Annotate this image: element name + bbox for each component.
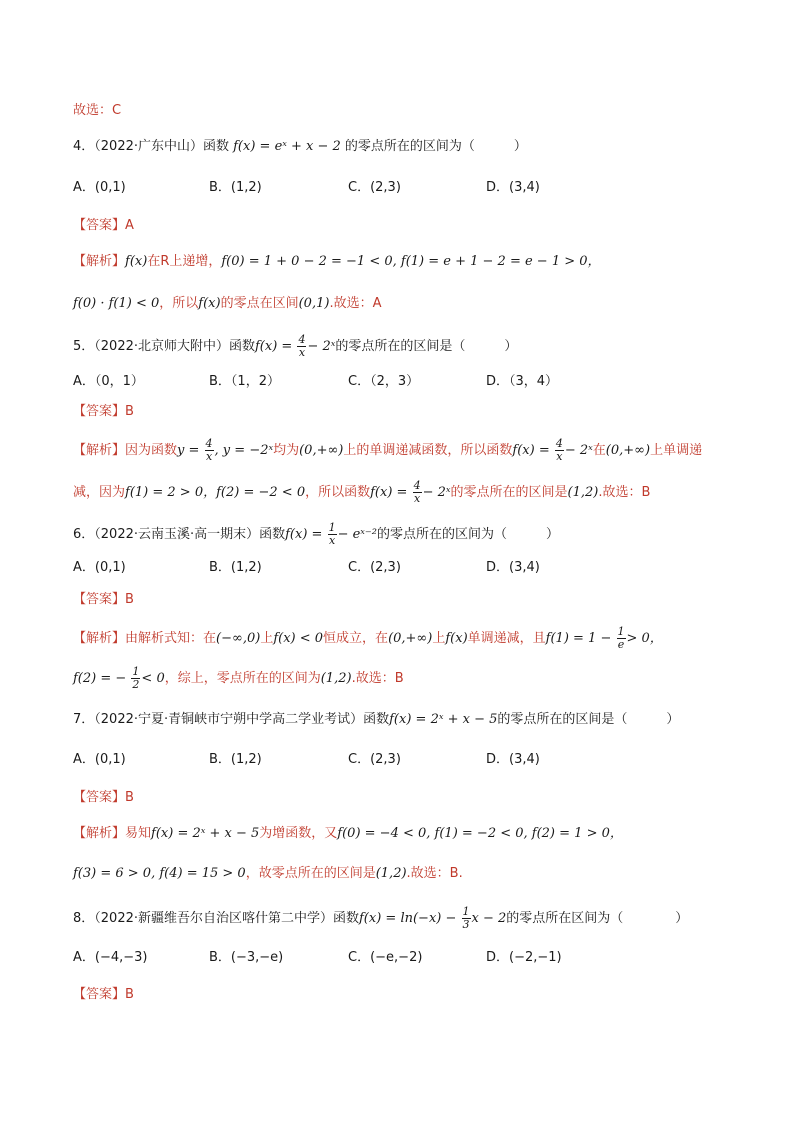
- question-6-stem: 6．（2022·云南玉溪·高一期末）函数f(x) = $\frac{1}{x}$ − eˣ⁻²的零点所在的区间为（ ）: [73, 521, 559, 547]
- fraction: $\frac{4}{x}$: [555, 437, 563, 463]
- question-4-explanation-line1: 【解析】f(x)在R上递增，f(0) = 1 + 0 − 2 = −1 < 0, f(1) = e + 1 − 2 = e − 1 > 0，: [73, 254, 601, 269]
- fraction: $\frac{4}{x}$: [205, 437, 213, 463]
- question-8-stem: 8．（2022·新疆维吾尔自治区喀什第二中学）函数f(x) = ln(−x) − $\frac{1}{3}$ x − 2的零点所在区间为（ ）: [73, 905, 689, 931]
- question-6-answer: 【答案】B: [73, 592, 134, 607]
- fraction: $\frac{1}{2}$: [132, 665, 140, 691]
- option-a[interactable]: A．(0,1): [73, 752, 126, 767]
- fraction: $\frac{4}{x}$: [413, 479, 421, 505]
- question-5-explanation-line1: 【解析】因为函数y = $\frac{4}{x}$ , y = −2ˣ均为(0,+∞)上的单调递减函数，所以函数f(x) = $\frac{4}{x}$ − 2ˣ在(0,+∞)上单调递: [73, 437, 703, 463]
- question-7-explanation-line2: f(3) = 6 > 0, f(4) = 15 > 0，故零点所在的区间是(1,2).故选：B.: [73, 866, 463, 881]
- question-4-explanation-line2: f(0) · f(1) < 0，所以f(x)的零点在区间(0,1).故选：A: [73, 296, 382, 311]
- question-7-answer: 【答案】B: [73, 790, 134, 805]
- option-b[interactable]: B．(1,2): [209, 560, 262, 575]
- option-d[interactable]: D．(−2,−1): [486, 950, 562, 965]
- question-6-explanation-line2: f(2) = − $\frac{1}{2}$ < 0，综上，零点所在的区间为(1,2).故选：B: [73, 665, 404, 691]
- option-a[interactable]: A．(−4,−3): [73, 950, 148, 965]
- option-d[interactable]: D．（3，4）: [486, 374, 559, 389]
- question-7-explanation-line1: 【解析】易知f(x) = 2ˣ + x − 5为增函数，又f(0) = −4 < 0, f(1) = −2 < 0, f(2) = 1 > 0，: [73, 826, 623, 841]
- question-4-stem: 4．（2022·广东中山）函数 f(x) = eˣ + x − 2 的零点所在的区间为（ ）: [73, 139, 527, 154]
- option-a[interactable]: A．(0,1): [73, 180, 126, 195]
- option-c[interactable]: C．(2,3): [348, 180, 401, 195]
- option-d[interactable]: D．(3,4): [486, 180, 540, 195]
- option-b[interactable]: B．(1,2): [209, 180, 262, 195]
- option-c[interactable]: C．(−e,−2): [348, 950, 423, 965]
- answer-conclusion: 故选：C: [73, 103, 122, 118]
- fraction: $\frac{1}{e}$: [617, 625, 625, 651]
- option-a[interactable]: A．(0,1): [73, 560, 126, 575]
- option-c[interactable]: C．(2,3): [348, 560, 401, 575]
- fraction: $\frac{1}{3}$: [462, 905, 470, 931]
- question-5-stem: 5．（2022·北京师大附中）函数f(x) = $\frac{4}{x}$ − 2ˣ的零点所在的区间是（ ）: [73, 333, 518, 359]
- option-b[interactable]: B．(−3,−e): [209, 950, 284, 965]
- question-5-answer: 【答案】B: [73, 404, 134, 419]
- question-4-answer: 【答案】A: [73, 218, 134, 233]
- fraction: $\frac{1}{x}$: [328, 521, 336, 547]
- option-b[interactable]: B．(1,2): [209, 752, 262, 767]
- option-a[interactable]: A．（0，1）: [73, 374, 144, 389]
- fraction: $\frac{4}{x}$: [298, 333, 306, 359]
- option-c[interactable]: C．（2，3）: [348, 374, 420, 389]
- option-d[interactable]: D．(3,4): [486, 752, 540, 767]
- option-c[interactable]: C．(2,3): [348, 752, 401, 767]
- question-6-explanation-line1: 【解析】由解析式知：在(−∞,0)上f(x) < 0恒成立，在(0,+∞)上f(x)单调递减，且f(1) = 1 − $\frac{1}{e}$ > 0，: [73, 625, 663, 651]
- option-b[interactable]: B．（1，2）: [209, 374, 280, 389]
- option-d[interactable]: D．(3,4): [486, 560, 540, 575]
- question-5-explanation-line2: 减，因为f(1) = 2 > 0，f(2) = −2 < 0，所以函数f(x) = $\frac{4}{x}$ − 2ˣ的零点所在的区间是(1,2).故选：B: [73, 479, 651, 505]
- question-7-stem: 7．（2022·宁夏·青铜峡市宁朔中学高二学业考试）函数f(x) = 2ˣ + x − 5的零点所在的区间是（ ）: [73, 712, 680, 727]
- question-8-answer: 【答案】B: [73, 987, 134, 1002]
